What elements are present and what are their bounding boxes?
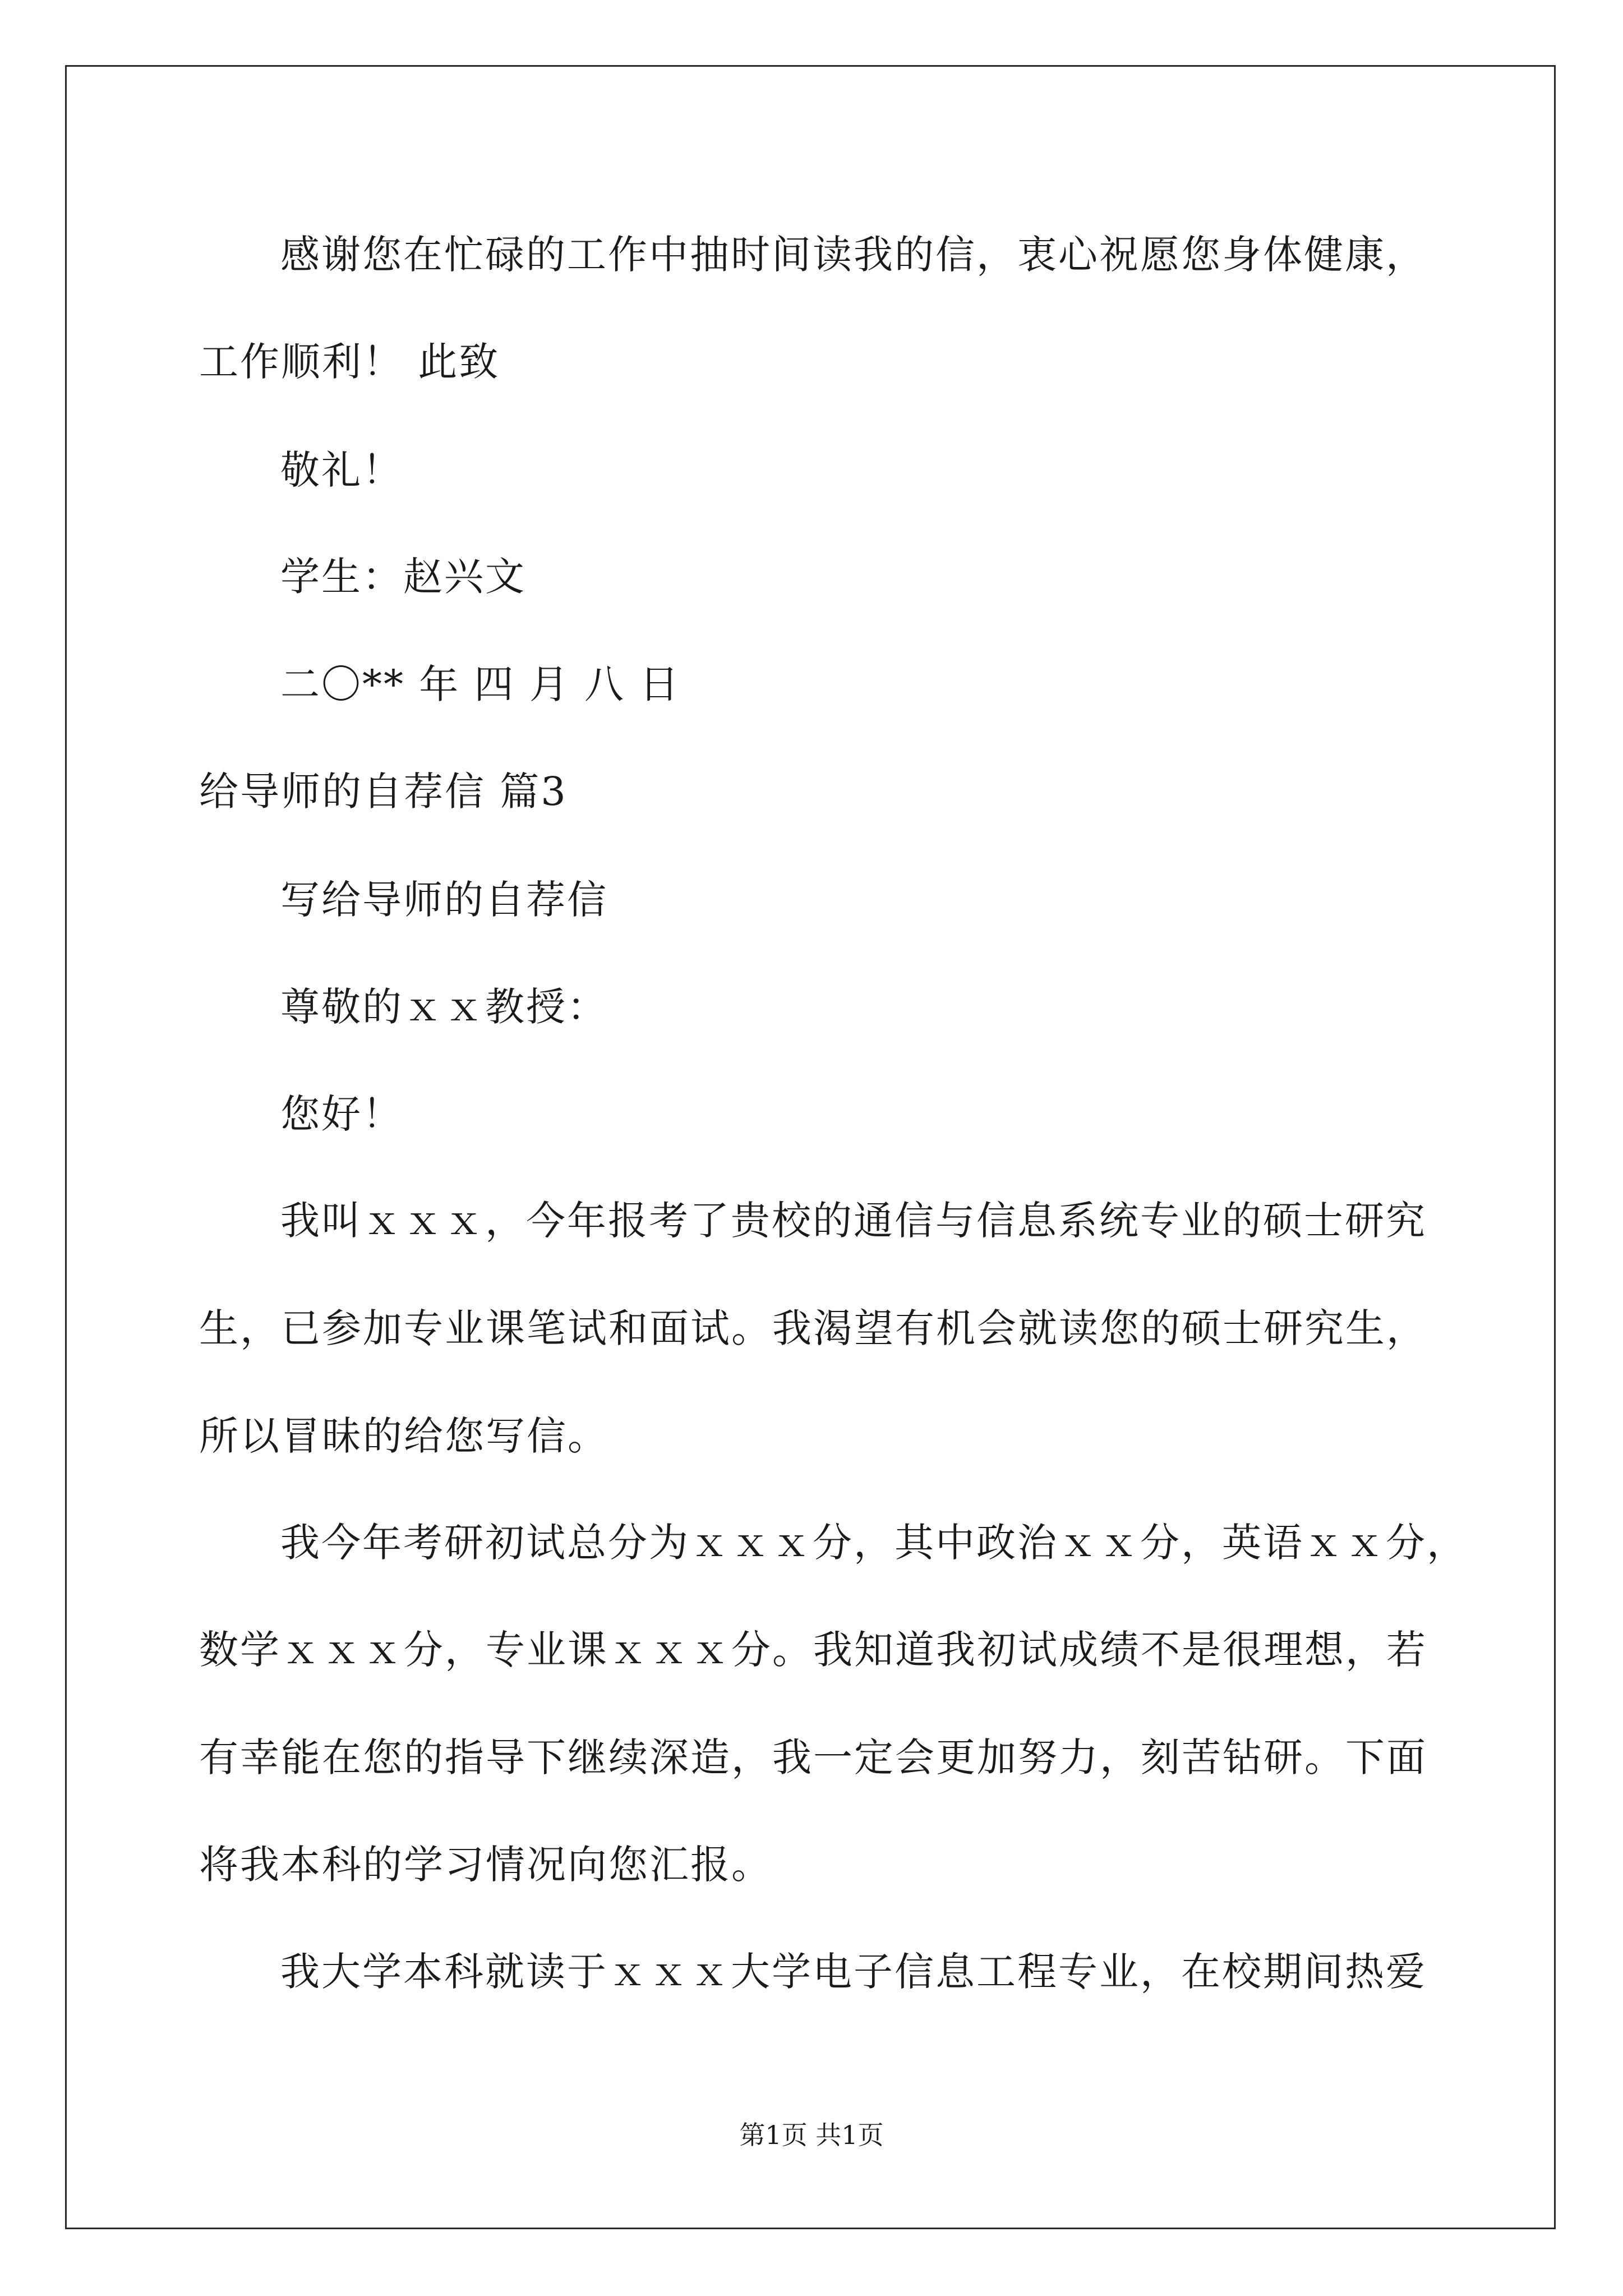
letter-title: 写给导师的自荐信 bbox=[280, 877, 608, 923]
closing-paragraph-line-2: 工作顺利！ 此致 bbox=[199, 339, 500, 385]
paragraph-1-line-1: 我叫ｘｘｘ，今年报考了贵校的通信与信息系统专业的硕士研究 bbox=[280, 1198, 1427, 1244]
paragraph-1-line-3: 所以冒昧的给您写信。 bbox=[199, 1413, 608, 1459]
paragraph-2-line-3: 有幸能在您的指导下继续深造，我一定会更加努力，刻苦钻研。下面 bbox=[199, 1734, 1427, 1780]
signature-student: 学生：赵兴文 bbox=[280, 554, 526, 600]
letter-greeting: 尊敬的ｘｘ教授： bbox=[280, 984, 608, 1030]
paragraph-2-line-1: 我今年考研初试总分为ｘｘｘ分，其中政治ｘｘ分，英语ｘｘ分， bbox=[280, 1520, 1468, 1566]
letter-hello: 您好！ bbox=[280, 1091, 403, 1137]
paragraph-1-line-2: 生，已参加专业课笔试和面试。我渴望有机会就读您的硕士研究生， bbox=[199, 1305, 1427, 1351]
paragraph-3-line-1: 我大学本科就读于ｘｘｘ大学电子信息工程专业，在校期间热爱 bbox=[280, 1949, 1427, 1995]
letter-date: 二〇** 年 四 月 八 日 bbox=[280, 661, 681, 707]
page-border bbox=[65, 65, 1556, 2229]
paragraph-2-line-2: 数学ｘｘｘ分，专业课ｘｘｘ分。我知道我初试成绩不是很理想，若 bbox=[199, 1627, 1427, 1673]
paragraph-2-line-4: 将我本科的学习情况向您汇报。 bbox=[199, 1842, 772, 1888]
salutation-regards: 敬礼！ bbox=[280, 447, 403, 493]
section-heading: 给导师的自荐信 篇3 bbox=[199, 769, 568, 815]
closing-paragraph-line-1: 感谢您在忙碌的工作中抽时间读我的信，衷心祝愿您身体健康， bbox=[280, 232, 1427, 278]
page-footer: 第1页 共1页 bbox=[739, 2120, 884, 2150]
